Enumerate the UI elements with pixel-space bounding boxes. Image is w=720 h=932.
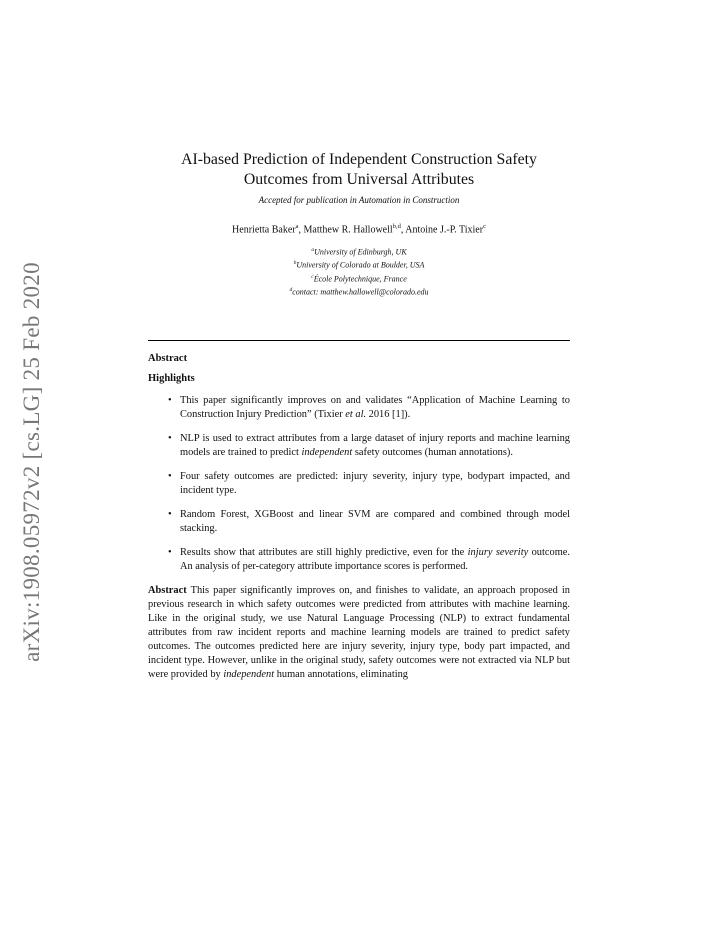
author-list: Henrietta Baker$^a$, Matthew R. Hallowell$^{b,d}$, Antoine J.-P. Tixier$^c$ [232, 223, 486, 236]
bullet-icon: • [168, 546, 172, 558]
abstract-paragraph [148, 584, 570, 682]
highlight-text: 2016 [1]). [366, 408, 411, 420]
highlight-text: safety outcomes (human annotations). [352, 446, 513, 458]
affiliation [148, 258, 570, 271]
list-item [148, 546, 570, 574]
title-line-2: Outcomes from Universal Attributes [243, 171, 475, 188]
header-divider [148, 340, 570, 341]
highlight-emphasis: independent [301, 446, 353, 458]
affiliation [148, 285, 570, 298]
title-line-1: AI-based Prediction of Independent Construction Safety [181, 151, 537, 168]
affiliation-text: École Polytechnique, France [313, 274, 407, 284]
abstract-text: human annotations, eliminating [274, 668, 408, 680]
author-name: Antoine J.-P. Tixier [405, 224, 484, 236]
affiliation-text: University of Colorado at Boulder, USA [296, 261, 425, 271]
paper-first-page [148, 150, 570, 692]
abstract-lead: Abstract [148, 584, 187, 596]
publication-note: Accepted for publication in Automation in Construction [258, 195, 460, 205]
affiliation [148, 245, 570, 258]
list-item [148, 394, 570, 422]
affiliation-text: University of Edinburgh, UK [314, 247, 407, 257]
abstract-text: This paper significantly improves on, and finishes to validate, an approach proposed in previous research in which safety outcomes were predicted from attributes with machine learning. Like in the original study, we use Natural Language Processing (NLP) to extract fundamental attributes from raw incident reports and machine learning models are trained to predict safety outcomes. The outcomes predicted here are injury severity, injury type, body part impacted, and incident type. However, unlike in the original study, safety outcomes were not extracted via NLP but were provided by [148, 584, 570, 680]
bullet-icon: • [168, 470, 172, 482]
highlight-emphasis: et al. [345, 408, 367, 420]
bullet-icon: • [168, 508, 172, 520]
highlight-text: Four safety outcomes are predicted: injury severity, injury type, bodypart impacted, and incident type. [180, 470, 570, 496]
affiliation-mark: c [311, 273, 314, 280]
affiliation-text: contact: matthew.hallowell@colorado.edu [292, 287, 429, 297]
arxiv-identifier: arXiv:1908.05972v2 [cs.LG] 25 Feb 2020 [19, 262, 44, 662]
highlight-text: outcome. An analysis of per-category attribute importance scores is performed. [180, 546, 570, 572]
highlight-text: This paper significantly improves on and validates “Application of Machine Learning to Construction Injury Prediction” (Tixier [180, 394, 570, 420]
paper-title [148, 150, 570, 190]
highlight-emphasis: injury severity [467, 546, 529, 558]
author-name: Henrietta Baker [232, 224, 296, 236]
author-affiliation-mark: a [295, 223, 299, 230]
list-item [148, 470, 570, 498]
highlight-text: Results show that attributes are still highly predictive, even for the [180, 546, 468, 558]
author-affiliation-mark: c [483, 223, 486, 230]
affiliation-mark: b [293, 260, 297, 267]
highlights-list [148, 394, 570, 574]
affiliation-mark: d [289, 286, 293, 293]
bullet-icon: • [168, 394, 172, 406]
abstract-emphasis: independent [223, 668, 275, 680]
highlight-text: NLP is used to extract attributes from a large dataset of injury reports and machine learning models are trained to predict [180, 432, 570, 458]
author-affiliation-mark: b,d [392, 223, 401, 230]
list-item [148, 432, 570, 460]
abstract-heading: Abstract [148, 352, 188, 364]
list-item [148, 508, 570, 536]
affiliation-mark: a [311, 247, 315, 254]
author-name: Matthew R. Hallowell [303, 224, 393, 236]
highlights-heading: Highlights [148, 372, 195, 384]
bullet-icon: • [168, 432, 172, 444]
highlight-text: Random Forest, XGBoost and linear SVM are compared and combined through model stacking. [180, 508, 570, 534]
affiliation-list [148, 245, 570, 298]
affiliation [148, 272, 570, 285]
